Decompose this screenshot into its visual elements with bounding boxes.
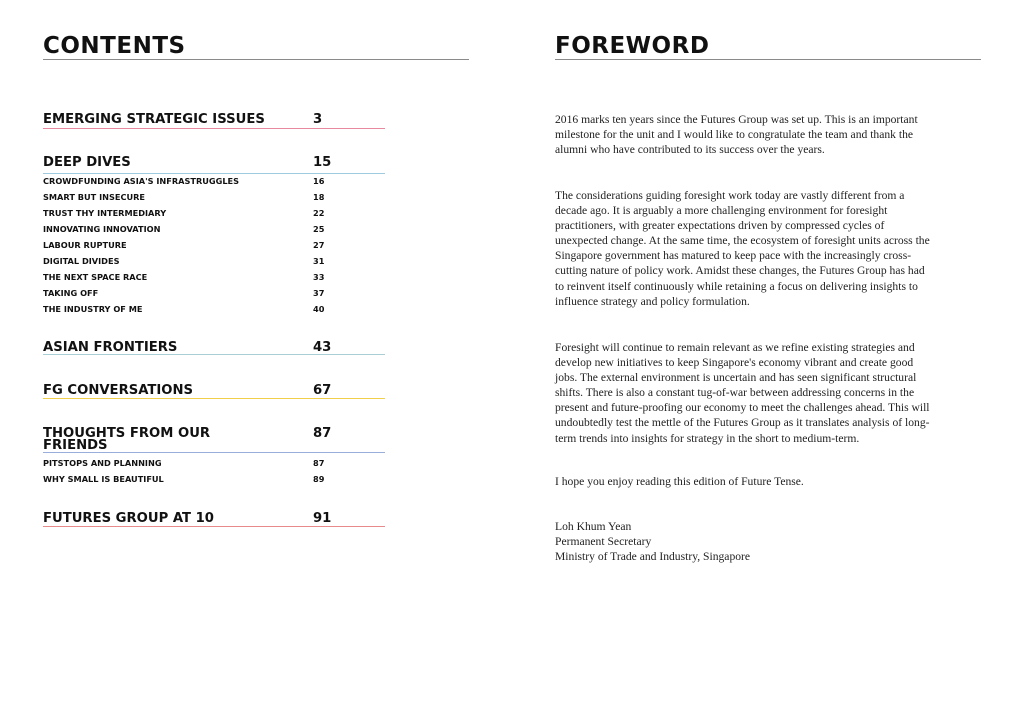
foreword-paragraph-text: The considerations guiding foresight work today are vastly different from a decade ago. It is arguably a more challenging environment for foresight practitioners, with greater expectations driven by compressed cycles of unexpected change. At the same time, the ecosystem of foresight units across the Singapore government has matured to keep pace with the increasingly cross-cutting nature of policy work. Amidst these changes, the Futures Group has had to reinvent itself continuously while retaining a focus on delivering insights to influence strategy and policy formulation. <box>555 189 930 308</box>
toc-sub-page: 87 <box>313 458 325 468</box>
toc-section-rule <box>43 398 385 399</box>
toc-sub-page: 16 <box>313 176 325 186</box>
toc-sub-page: 33 <box>313 272 325 282</box>
toc-section-rule <box>43 526 385 527</box>
foreword-paragraph <box>555 340 935 446</box>
toc-sub-page: 31 <box>313 256 325 266</box>
toc-sub-page: 89 <box>313 474 325 484</box>
toc-section-title: EMERGING STRATEGIC ISSUES <box>43 112 265 127</box>
contents-heading-rule <box>43 59 469 60</box>
toc-sub-page: 37 <box>313 288 325 298</box>
foreword-paragraph <box>555 188 935 309</box>
foreword-paragraph <box>555 112 935 157</box>
toc-sub-title: WHY SMALL IS BEAUTIFUL <box>43 474 164 484</box>
toc-sub-page: 25 <box>313 224 325 234</box>
toc-section-rule <box>43 128 385 129</box>
foreword-paragraph-text: I hope you enjoy reading this edition of Future Tense. <box>555 475 804 488</box>
toc-sub-page: 40 <box>313 304 325 314</box>
toc-sub-title: SMART BUT INSECURE <box>43 192 146 202</box>
toc-sub-title: THE INDUSTRY OF ME <box>43 304 143 314</box>
toc-sub-page: 18 <box>313 192 325 202</box>
toc-sub-title: DIGITAL DIVIDES <box>43 256 120 266</box>
foreword-heading: FOREWORD <box>555 33 710 59</box>
toc-sub-title: THE NEXT SPACE RACE <box>43 272 148 282</box>
toc-sub-title: LABOUR RUPTURE <box>43 240 127 250</box>
toc-sub-title: INNOVATING INNOVATION <box>43 224 161 234</box>
signature-name: Loh Khum Yean <box>555 520 632 533</box>
toc-section-title: FUTURES GROUP AT 10 <box>43 511 214 526</box>
foreword-paragraph-text: Foresight will continue to remain relevant as we refine existing strategies and develop new initiatives to keep Singapore's economy vibrant and create good jobs. The external environment is uncertain and has seen significant structural shifts. There is also a constant tug-of-war between addressing concerns in the present and future-proofing our economy to meet the challenges ahead. This will undoubtedly test the mettle of the Futures Group as it translates analysis of long-term trends into insights for strategy in the short to medium-term. <box>555 341 930 445</box>
toc-section-title: THOUGHTS FROM OUR FRIENDS <box>43 426 211 453</box>
toc-sub-page: 27 <box>313 240 325 250</box>
foreword-paragraph <box>555 474 935 489</box>
toc-section-rule <box>43 173 385 174</box>
foreword-heading-rule <box>555 59 981 60</box>
signature-title: Permanent Secretary <box>555 535 652 548</box>
foreword-paragraph-text: 2016 marks ten years since the Futures Group was set up. This is an important milestone for the unit and I would like to congratulate the team and thank the alumni who have contributed to its success over the years. <box>555 113 918 157</box>
toc-section-page: 91 <box>313 511 332 526</box>
toc-section-page: 3 <box>313 112 323 127</box>
signature-organisation: Ministry of Trade and Industry, Singapore <box>555 550 751 563</box>
toc-section-title: DEEP DIVES <box>43 155 131 170</box>
toc-section-page: 15 <box>313 155 332 170</box>
contents-heading: CONTENTS <box>43 33 186 59</box>
toc-section-title: ASIAN FRONTIERS <box>43 340 178 355</box>
toc-sub-title: TAKING OFF <box>43 288 99 298</box>
toc-section-rule <box>43 354 385 355</box>
toc-sub-page: 22 <box>313 208 325 218</box>
toc-section-page: 43 <box>313 340 332 355</box>
toc-sub-title: TRUST THY INTERMEDIARY <box>43 208 167 218</box>
toc-section-rule <box>43 452 385 453</box>
toc-section-title: FG CONVERSATIONS <box>43 383 194 398</box>
toc-sub-title: CROWDFUNDING ASIA'S INFRASTRUGGLES <box>43 176 240 186</box>
toc-section-page: 87 <box>313 426 332 441</box>
toc-sub-title: PITSTOPS AND PLANNING <box>43 458 162 468</box>
toc-section-page: 67 <box>313 383 332 398</box>
